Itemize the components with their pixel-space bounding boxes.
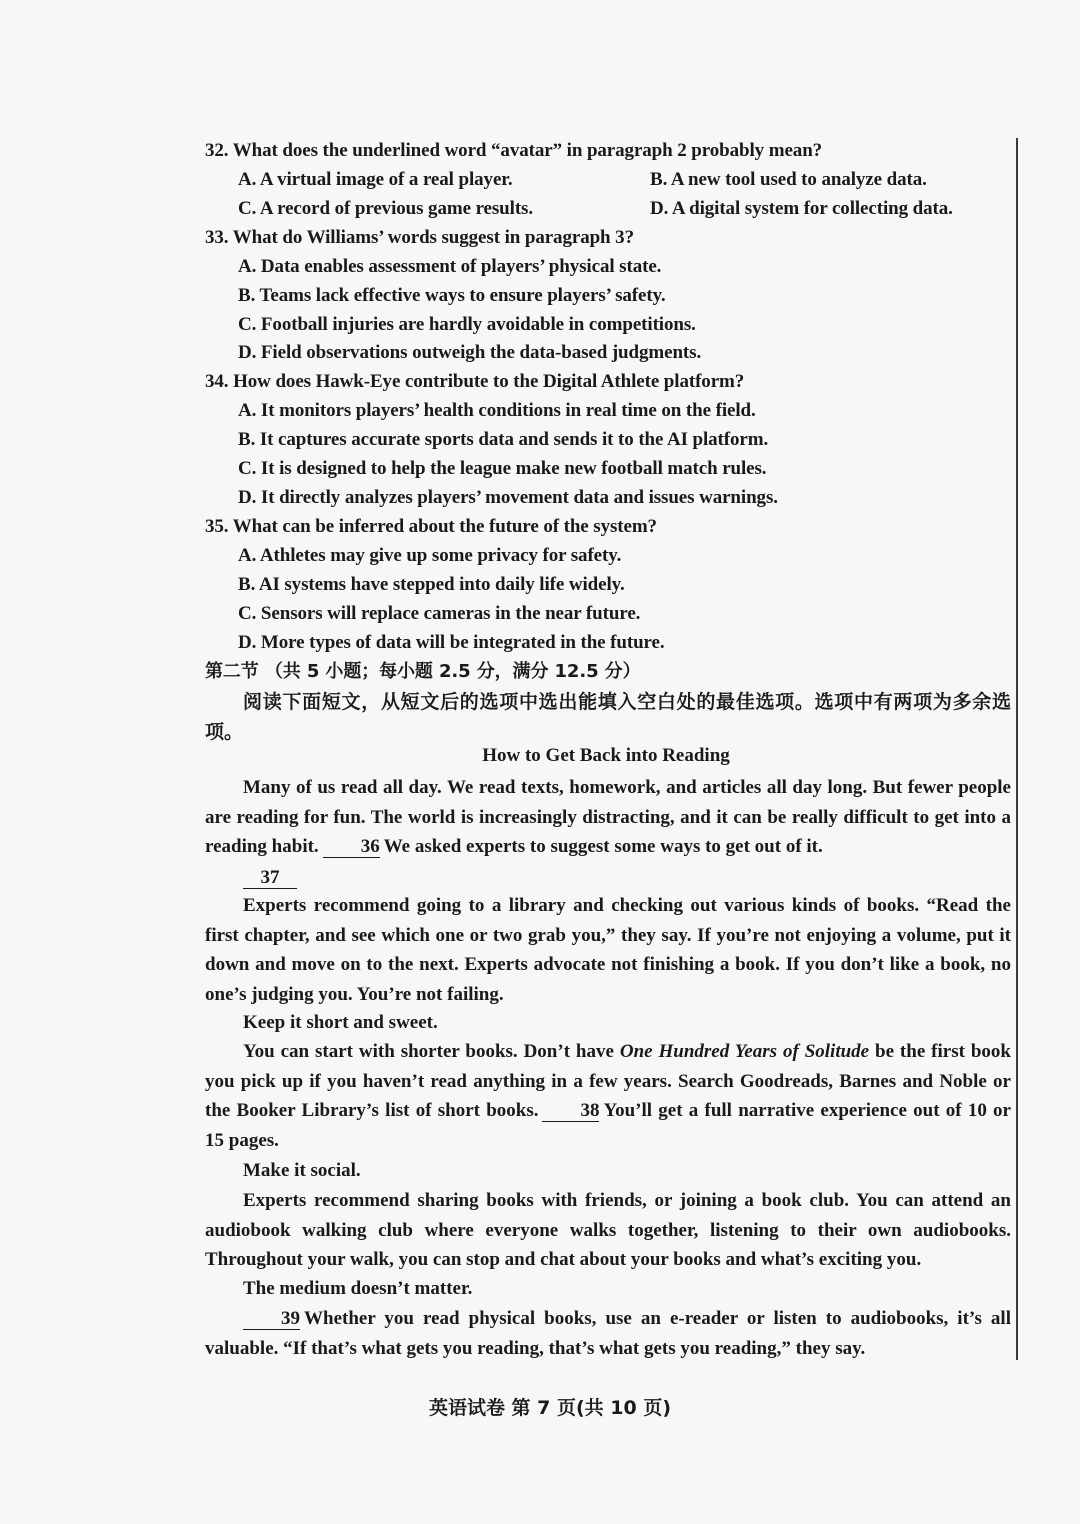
question-33-option-a: A. Data enables assessment of players’ physical state.: [238, 256, 662, 277]
question-35-option-b: B. AI systems have stepped into daily life widely.: [238, 574, 625, 595]
question-33-option-d: D. Field observations outweigh the data-based judgments.: [238, 342, 702, 363]
question-32-option-b: B. A new tool used to analyze data.: [650, 169, 927, 190]
paragraph-3-before: You can start with shorter books. Don’t have: [243, 1041, 614, 1062]
question-35-option-c: C. Sensors will replace cameras in the near future.: [238, 603, 641, 624]
question-33-option-b: B. Teams lack effective ways to ensure players’ safety.: [238, 285, 666, 306]
passage-title: How to Get Back into Reading: [482, 745, 730, 766]
passage-paragraph-4: Experts recommend sharing books with friends, or joining a book club. You can attend an audiobook walking club where everyone walks together, listening to their own audiobooks. Throughout your walk, you can stop and chat about your books and what’s exciting you.: [205, 1190, 1011, 1270]
question-34-option-b: B. It captures accurate sports data and sends it to the AI platform.: [238, 429, 769, 450]
book-title-italic: One Hundred Years of Solitude: [619, 1041, 870, 1062]
paragraph-3-after: be the first book you pick up if you haven’t read anything in a few years. Search Goodreads, Barnes and Noble or the Booker Library’s list of short books.: [205, 1041, 1011, 1121]
question-34-option-c: C. It is designed to help the league make new football match rules.: [238, 458, 767, 479]
question-35-stem: 35. What can be inferred about the future of the system?: [205, 516, 657, 537]
paragraph-5-text: Whether you read physical books, use an e-reader or listen to audiobooks, it’s all valuable. “If that’s what gets you reading, that’s what gets you reading,” they say.: [205, 1308, 1011, 1359]
blank-39: 39: [243, 1309, 300, 1330]
question-34-stem: 34. How does Hawk-Eye contribute to the Digital Athlete platform?: [205, 371, 745, 392]
question-32-option-d: D. A digital system for collecting data.: [650, 198, 953, 219]
question-32-option-a: A. A virtual image of a real player.: [238, 169, 513, 190]
heading-the-medium: The medium doesn’t matter.: [243, 1278, 473, 1299]
question-34-option-d: D. It directly analyzes players’ movement data and issues warnings.: [238, 487, 778, 508]
heading-keep-it-short: Keep it short and sweet.: [243, 1012, 438, 1033]
question-34-option-a: A. It monitors players’ health conditions in real time on the field.: [238, 400, 756, 421]
question-33-option-c: C. Football injuries are hardly avoidable in competitions.: [238, 314, 696, 335]
question-32-stem: 32. What does the underlined word “avatar” in paragraph 2 probably mean?: [205, 140, 823, 161]
blank-37: 37: [243, 868, 297, 889]
question-33-stem: 33. What do Williams’ words suggest in paragraph 3?: [205, 227, 634, 248]
heading-make-it-social: Make it social.: [243, 1160, 361, 1181]
blank-38: 38: [542, 1101, 599, 1122]
passage-paragraph-2: Experts recommend going to a library and checking out various kinds of books. “Read the first chapter, and see which one or two grab you,” they say. If you’re not enjoying a volume, put it down and move on to the next. Experts advocate not finishing a book. If you don’t like a book, no one’s judging you. You’re not failing.: [205, 895, 1011, 1005]
passage-paragraph-1: [205, 773, 1011, 862]
paragraph-1-after: We asked experts to suggest some ways to get out of it.: [383, 836, 823, 857]
blank-36: 36: [323, 837, 380, 858]
paragraph-3-end: You’ll get a full narrative experience out of 10 or 15 pages.: [205, 1100, 1011, 1151]
page-footer: 英语试卷 第 7 页(共 10 页): [428, 1397, 672, 1419]
question-32-option-c: C. A record of previous game results.: [238, 198, 534, 219]
question-35-option-a: A. Athletes may give up some privacy for safety.: [238, 545, 622, 566]
section-2-instruction: 阅读下面短文，从短文后的选项中选出能填入空白处的最佳选项。选项中有两项为多余选项。: [205, 691, 1011, 743]
section-2-header: 第二节 （共 5 小题；每小题 2.5 分，满分 12.5 分）: [205, 661, 641, 682]
blank-37-line: [243, 866, 301, 890]
question-35-option-d: D. More types of data will be integrated in the future.: [238, 632, 665, 653]
passage-paragraph-3: [205, 1037, 1011, 1155]
paragraph-1-text: Many of us read all day. We read texts, homework, and articles all day long. But fewer people are reading for fun. The world is increasingly distracting, and it can be really difficult to get into a reading habit.: [205, 777, 1011, 857]
passage-paragraph-5: [205, 1304, 1011, 1363]
